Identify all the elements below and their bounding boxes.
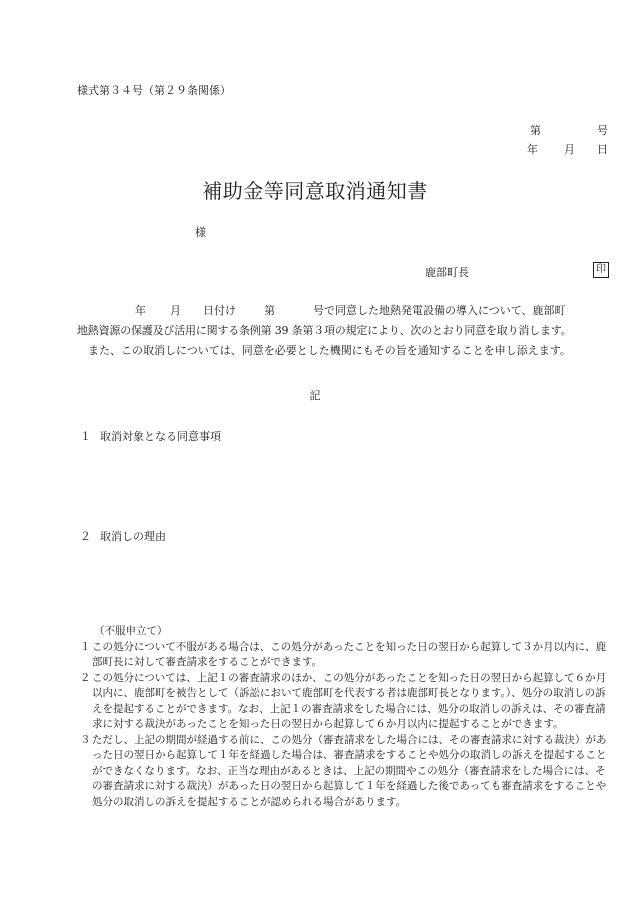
- appeal-item-2-number: ２: [80, 671, 91, 684]
- date-day: 日: [597, 143, 608, 156]
- body-paragraph-2: また、この取消しについては、同意を必要とした機関にもその旨を通知することを申し添えます。: [88, 344, 571, 357]
- appeal-item-3-number: ３: [80, 733, 91, 746]
- appeal-item-1-text: この処分について不服がある場合は、この処分があったことを知った日の翌日から起算して３か月以内に、鹿部町長に対して審査請求をすることができます。: [92, 640, 607, 668]
- appeal-item-3-text: ただし、上記の期間が経過する前に、この処分（審査請求をした場合には、その審査請求に対する裁決）があった日の翌日から起算して１年を経過した場合は、審査請求をすることや処分の取消しの訴えを提起することができなくなります。なお、正当な理由があるときは、上記の期間やこの処分（審査請求をした場合には、その審査請求に対する裁決）があった日の翌日から起算して１年を経過した後であっても審査請求をすることや処分の取消しの訴えを提起することが認められる場合があります。: [92, 733, 607, 808]
- appeal-item-1: [80, 640, 610, 671]
- appeal-item-1-number: １: [80, 640, 91, 653]
- number-go: 号: [597, 124, 608, 137]
- p1-year: 年: [135, 304, 146, 317]
- item-1-number: １: [80, 430, 91, 443]
- date-month: 月: [564, 143, 575, 156]
- body-paragraph-1: [77, 301, 617, 341]
- document-date-line: [527, 141, 608, 157]
- item-1-label: 取消対象となる同意事項: [100, 430, 221, 443]
- appeal-item-2: [80, 671, 610, 733]
- item-2: [80, 528, 166, 544]
- form-label: 様式第３４号（第２９条関係）: [77, 84, 231, 97]
- appeal-heading: （不服申立て）: [94, 625, 168, 637]
- p1-day: 日付け: [203, 304, 236, 317]
- seal-mark: 印: [593, 262, 609, 278]
- document-number-line: [530, 122, 608, 138]
- p1-dai: 第: [264, 304, 275, 317]
- ki-heading: 記: [309, 389, 321, 402]
- addressee: 様: [195, 226, 206, 239]
- appeal-item-2-text: この処分については、上記１の審査請求のほか、この処分があったことを知った日の翌日から起算して６か月以内に、鹿部町を被告として（訴訟において鹿部町を代表する者は鹿部町長となります。）、処分の取消しの訴えを提起することができます。なお、上記１の審査請求をした場合には、処分の取消しの訴えは、その審査請求に対する裁決があったことを知った日の翌日から起算して６か月以内に提起することができます。: [92, 671, 607, 730]
- p1-text-2: 地熱資源の保護及び活用に関する条例第 39 条第３項の規定により、次のとおり同意を取り消します。: [77, 324, 572, 337]
- number-dai: 第: [530, 124, 541, 137]
- p1-text-1: 号で同意した地熱発電設備の導入について、鹿部町: [313, 304, 566, 317]
- sender-name: 鹿部町長: [425, 266, 469, 279]
- appeal-section: [80, 624, 610, 810]
- appeal-item-3: [80, 733, 610, 811]
- p1-month: 月: [170, 304, 181, 317]
- item-2-number: ２: [80, 530, 91, 543]
- date-year: 年: [527, 143, 538, 156]
- item-2-label: 取消しの理由: [100, 530, 166, 543]
- document-title: 補助金等同意取消通知書: [202, 179, 428, 203]
- item-1: [80, 428, 221, 444]
